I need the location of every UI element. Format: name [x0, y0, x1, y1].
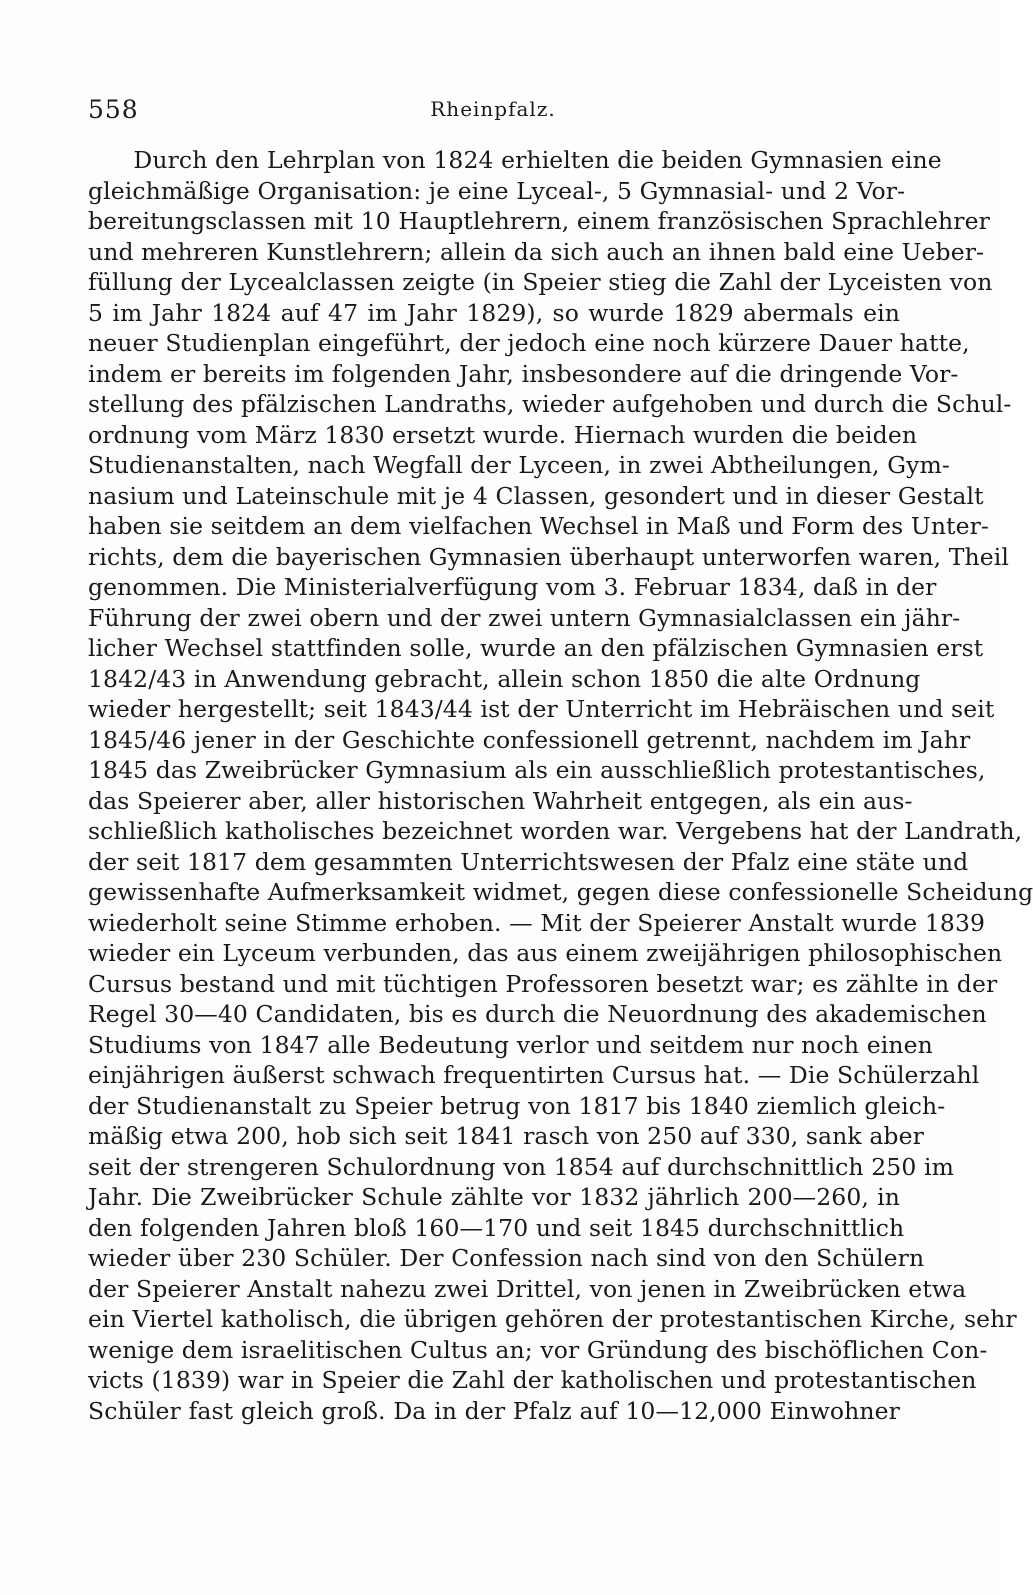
text-line: indem er bereits im folgenden Jahr, insbesondere auf die dringende Vor-: [88, 359, 959, 388]
running-head: [88, 95, 898, 135]
text-line: und mehreren Kunstlehrern; allein da sich auch an ihnen bald eine Ueber-: [88, 237, 985, 266]
text-line: bereitungsclassen mit 10 Hauptlehrern, einem französischen Sprachlehrer: [88, 207, 990, 235]
text-line: genommen. Die Ministerialverfügung vom 3. Februar 1834, daß in der: [88, 573, 937, 601]
text-line: 1842/43 in Anwendung gebracht, allein schon 1850 die alte Ordnung: [88, 664, 921, 693]
text-line: Durch den Lehrplan von 1824 erhielten die beiden Gymnasien eine: [88, 146, 942, 174]
text-line: Studienanstalten, nach Wegfall der Lyceen, in zwei Abtheilungen, Gym-: [88, 451, 950, 479]
text-line: ordnung vom März 1830 ersetzt wurde. Hiernach wurden die beiden: [88, 420, 918, 449]
text-line: wieder hergestellt; seit 1843/44 ist der Unterricht im Hebräischen und seit: [88, 695, 995, 723]
text-line: Jahr. Die Zweibrücker Schule zählte vor 1832 jährlich 200—260, in: [88, 1183, 900, 1211]
text-line: wieder über 230 Schüler. Der Confession nach sind von den Schülern: [88, 1244, 925, 1272]
text-line: Regel 30—40 Candidaten, bis es durch die Neuordnung des akademischen: [88, 1000, 987, 1028]
text-line: das Speierer aber, aller historischen Wahrheit entgegen, als ein aus-: [88, 786, 913, 815]
text-line: haben sie seitdem an dem vielfachen Wechsel in Maß und Form des Unter-: [88, 512, 989, 540]
text-line: 1845/46 jener in der Geschichte confessionell getrennt, nachdem im Jahr: [88, 725, 971, 754]
running-title: Rheinpfalz.: [430, 97, 556, 121]
text-line: wiederholt seine Stimme erhoben. — Mit der Speierer Anstalt wurde 1839: [88, 908, 986, 937]
body-text: [88, 145, 1033, 1426]
text-line: der seit 1817 dem gesammten Unterrichtswesen der Pfalz eine stäte und: [88, 847, 969, 876]
text-line: wieder ein Lyceum verbunden, das aus einem zweijährigen philosophischen: [88, 939, 1003, 967]
text-line: richts, dem die bayerischen Gymnasien überhaupt unterworfen waren, Theil: [88, 542, 1009, 571]
text-line: gleichmäßige Organisation: je eine Lyceal-, 5 Gymnasial- und 2 Vor-: [88, 176, 906, 205]
page-number: 558: [88, 95, 139, 124]
text-line: den folgenden Jahren bloß 160—170 und seit 1845 durchschnittlich: [88, 1213, 905, 1242]
text-line: neuer Studienplan eingeführt, der jedoch eine noch kürzere Dauer hatte,: [88, 329, 970, 357]
text-line: wenige dem israelitischen Cultus an; vor Gründung des bischöflichen Con-: [88, 1335, 988, 1364]
text-line: füllung der Lycealclassen zeigte (in Speier stieg die Zahl der Lyceisten von: [88, 268, 993, 296]
text-line: mäßig etwa 200, hob sich seit 1841 rasch von 250 auf 330, sank aber: [88, 1122, 924, 1150]
text-line: Schüler fast gleich groß. Da in der Pfalz auf 10—12,000 Einwohner: [88, 1396, 900, 1425]
text-line: der Studienanstalt zu Speier betrug von 1817 bis 1840 ziemlich gleich-: [88, 1091, 946, 1120]
text-line: stellung des pfälzischen Landraths, wieder aufgehoben und durch die Schul-: [88, 390, 1012, 418]
text-line: seit der strengeren Schulordnung von 1854 auf durchschnittlich 250 im: [88, 1152, 954, 1181]
text-line: victs (1839) war in Speier die Zahl der katholischen und protestantischen: [88, 1366, 977, 1394]
text-line: Studiums von 1847 alle Bedeutung verlor und seitdem nur noch einen: [88, 1030, 933, 1059]
text-line: gewissenhafte Aufmerksamkeit widmet, gegen diese confessionelle Scheidung: [88, 878, 1033, 906]
text-line: 5 im Jahr 1824 auf 47 im Jahr 1829), so wurde 1829 abermals ein: [88, 298, 900, 327]
text-line: der Speierer Anstalt nahezu zwei Drittel, von jenen in Zweibrücken etwa: [88, 1274, 967, 1303]
text-line: Führung der zwei obern und der zwei untern Gymnasialclassen ein jähr-: [88, 603, 961, 632]
text-line: 1845 das Zweibrücker Gymnasium als ein ausschließlich protestantisches,: [88, 756, 986, 784]
text-line: Cursus bestand und mit tüchtigen Professoren besetzt war; es zählte in der: [88, 969, 998, 998]
text-line: einjährigen äußerst schwach frequentirten Cursus hat. — Die Schülerzahl: [88, 1061, 980, 1089]
text-line: licher Wechsel stattfinden solle, wurde an den pfälzischen Gymnasien erst: [88, 634, 984, 662]
text-line: nasium und Lateinschule mit je 4 Classen, gesondert und in dieser Gestalt: [88, 481, 984, 510]
text-line: ein Viertel katholisch, die übrigen gehören der protestantischen Kirche, sehr: [88, 1305, 1017, 1333]
text-line: schließlich katholisches bezeichnet worden war. Vergebens hat der Landrath,: [88, 817, 1023, 845]
